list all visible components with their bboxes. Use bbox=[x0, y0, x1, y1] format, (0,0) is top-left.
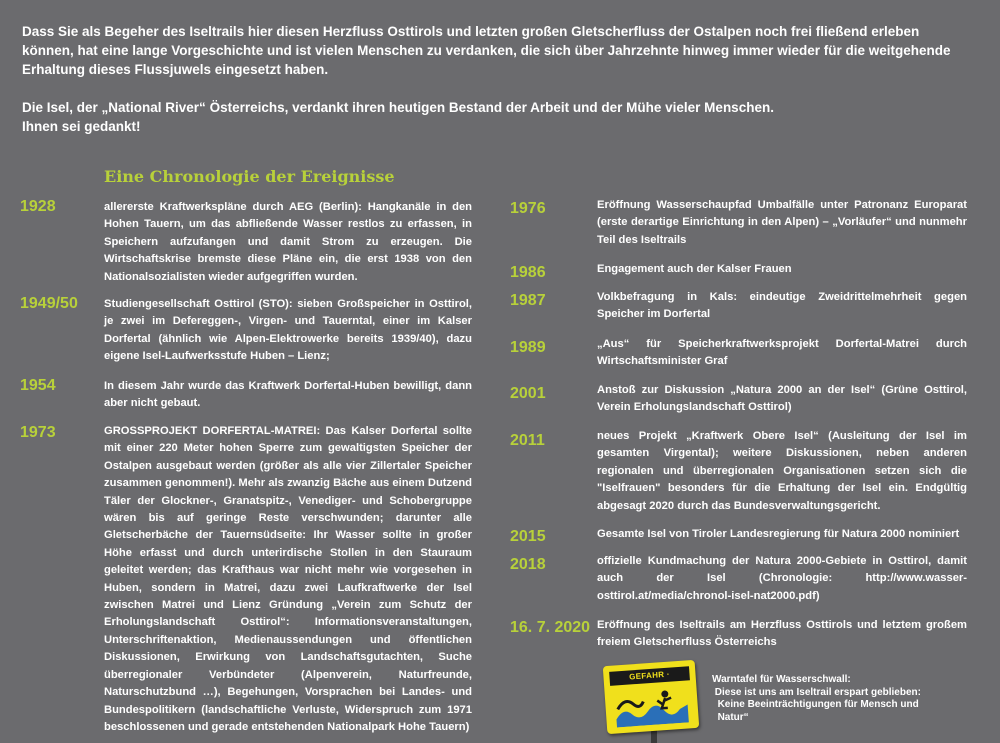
intro-paragraph-2-line-2: Ihnen sei gedankt! bbox=[22, 119, 141, 134]
entry-year: 1928 bbox=[20, 198, 56, 215]
entry-text: Anstoß zur Diskussion „Natura 2000 an der Isel“ (Grüne Osttirol, Verein Erholungslandschaft Osttirol) bbox=[597, 384, 967, 414]
warning-caption-line-1: Warntafel für Wasserschwall: bbox=[712, 674, 851, 685]
entry-text: offizielle Kundmachung der Natura 2000-Gebiete in Osttirol, damit auch der Isel (Chronologie: http://www.wasser-osttirol.at/media/chronol-isel-nat2000.pdf) bbox=[597, 555, 967, 602]
entry-text: Engagement auch der Kalser Frauen bbox=[597, 263, 792, 275]
entry-year: 1949/50 bbox=[20, 295, 78, 312]
warning-sign-label: GEFAHR · bbox=[609, 666, 690, 686]
entry-text: Eröffnung des Iseltrails am Herzfluss Osttirols und letztem großem freiem Gletscherfluss Österreichs bbox=[597, 619, 967, 649]
entry-year: 16. 7. 2020 bbox=[510, 619, 591, 636]
entry-text: In diesem Jahr wurde das Kraftwerk Dorfertal-Huben bewilligt, dann aber nicht gebaut. bbox=[104, 380, 472, 410]
entry-year: 1954 bbox=[20, 377, 56, 394]
entry-year: 1987 bbox=[510, 292, 546, 309]
entry-text: Eröffnung Wasserschaupfad Umbalfälle unter Patronanz Europarat (erste derartige Einrichtung in den Alpen) – „Vorläufer“ und nunmehr Teil des Iseltrails bbox=[597, 199, 967, 246]
entry-text: Volkbefragung in Kals: eindeutige Zweidrittelmehrheit gegen Speicher im Dorfertal bbox=[597, 291, 967, 321]
entry-text: Gesamte Isel von Tiroler Landesregierung für Natura 2000 nominiert bbox=[597, 528, 960, 540]
entry-year: 2001 bbox=[510, 385, 546, 402]
warning-caption-line-3: Keine Beeinträchtigungen für Mensch und bbox=[717, 699, 919, 710]
entry-year: 1973 bbox=[20, 424, 56, 441]
chronology-title: Eine Chronologie der Ereignisse bbox=[104, 167, 395, 186]
entry-year: 2011 bbox=[510, 432, 545, 449]
warning-caption-line-4: Natur“ bbox=[717, 711, 749, 723]
warning-caption-line-2: Diese ist uns am Iseltrail erspart geblieben: bbox=[714, 686, 921, 698]
entry-year: 2018 bbox=[510, 556, 546, 573]
entry-text: allererste Kraftwerkspläne durch AEG (Berlin): Hangkanäle in den Hohen Tauern, um das abfließende Wasser restlos zu erfassen, in Speichern aufzufangen und damit Strom zu erzeugen. Die Wirtschaftskrise bremste diese Pläne ein, die erst 1938 von den Nationalsozialisten wieder aufgegriffen wurden. bbox=[104, 201, 472, 283]
entry-year: 2015 bbox=[510, 528, 546, 545]
entry-text: „Aus“ für Speicherkraftwerksprojekt Dorfertal-Matrei durch Wirtschaftsminister Graf bbox=[597, 338, 967, 368]
entry-text: GROSSPROJEKT DORFERTAL-MATREI: Das Kalser Dorfertal sollte mit einer 220 Meter hohen Sperre zum gewaltigsten Speicher der Ostalpen ausgebaut werden (größer als alle vier Zillertaler Speicher zusammen genommen!). Mehr als zwanzig Bäche aus einem Dutzend Täler der Glockner-, Granatspitz-, Venediger- und Schobergruppe wären bis auf geringe Reste verschwunden; darunter alle Gletscherbäche der Tauernsüdseite: Ihr Wasser sollte in großer Höhe erfasst und durch unterirdische Stollen in den Stauraum geleitet werden; das Krafthaus war nicht mehr wie vorgesehen in Huben, sondern in Matrei, dazu zwei Laufkraftwerke der Isel zwischen Matrei und Lienz Gründung „Verein zum Schutz der Erholungslandschaft Osttirol“: Informationsveranstaltungen, Unterschriftenaktion, Medienaussendungen und öffentlichen Diskussionen, Erwirkung von Landschaftsgutachten, Suche überregionaler Verbündeter (Alpenverein, Naturfreunde, Naturschutzbund …), Begehungen, Vorsprachen bei Landes- und Bundespolitikern (landschaftliche Verluste, Widerspruch zum 1971 beschlossenen und gerade entstehenden Nationalpark Hohe Tauern) bbox=[104, 425, 472, 733]
intro-paragraph-2 bbox=[22, 98, 972, 136]
warning-caption bbox=[712, 674, 942, 724]
intro-paragraph-2-line-1: Die Isel, der „National River“ Österreichs, verdankt ihren heutigen Bestand der Arbeit und der Mühe vieler Menschen. bbox=[22, 100, 774, 115]
entry-text: neues Projekt „Kraftwerk Obere Isel“ (Ausleitung der Isel im gesamten Virgental); weitere Diskussionen, neben anderen regionalen und überregionalen Organisationen setzen sich die "Iselfrauen" besonders für die Erhaltung der Isel ein. Endgültig abgesagt 2020 durch das Bundesverwaltungsgericht. bbox=[597, 430, 967, 512]
entry-text: Studiengesellschaft Osttirol (STO): sieben Großspeicher in Osttirol, je zwei im Defereggen-, Virgen- und Tauerntal, einer im Kalser Dorfertal (ähnlich wie Alpen-Elektrowerke bereits 1939/40), dazu eigene Isel-Laufwerksstufe Huben – Lienz; bbox=[104, 298, 472, 363]
intro-paragraph-1: Dass Sie als Begeher des Iseltrails hier diesen Herzfluss Osttirols und letzten großen Gletscherfluss der Ostalpen noch frei fließend erleben können, hat eine lange Vorgeschichte und ist vielen Menschen zu verdanken, die sich über Jahrzehnte hinweg immer wieder für die weitgehende Erhaltung dieses Flussjuwels eingesetzt haben. bbox=[22, 24, 951, 77]
entry-year: 1976 bbox=[510, 200, 546, 217]
water-surge-icon bbox=[612, 684, 690, 727]
entry-year: 1986 bbox=[510, 264, 546, 281]
warning-sign-image bbox=[603, 660, 700, 734]
intro bbox=[22, 22, 972, 136]
entry-year: 1989 bbox=[510, 339, 546, 356]
